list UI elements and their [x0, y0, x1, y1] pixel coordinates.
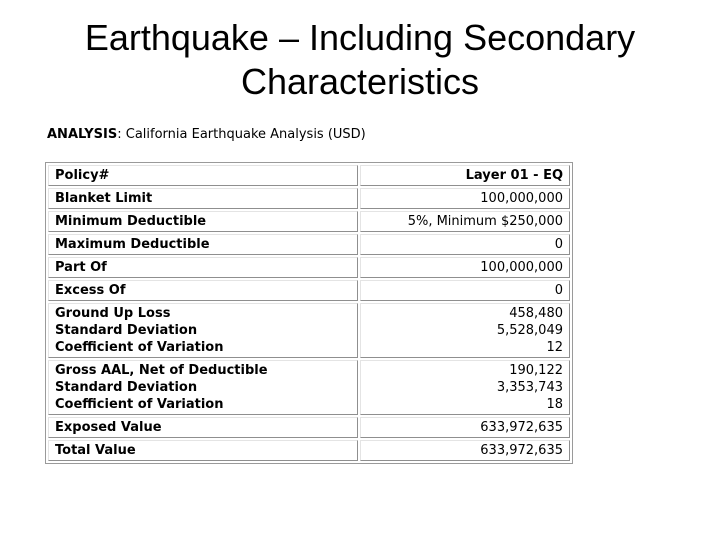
row-value-line: 5,528,049 [496, 323, 563, 338]
analysis-caption-text: : California Earthquake Analysis (USD) [117, 127, 366, 142]
table-row [48, 211, 570, 232]
table-row [48, 417, 570, 438]
analysis-caption [47, 126, 366, 143]
row-value-line: 18 [546, 397, 563, 412]
row-label [48, 360, 358, 415]
row-label-line: Ground Up Loss [55, 306, 171, 321]
table-row [48, 234, 570, 255]
row-value-line: 633,972,635 [480, 420, 563, 435]
analysis-table [45, 162, 573, 464]
row-value-line: 3,353,743 [496, 380, 563, 395]
row-label-line: Blanket Limit [55, 191, 153, 206]
row-label-line: Coefficient of Variation [55, 397, 224, 412]
table-row [48, 257, 570, 278]
analysis-table-body [48, 165, 570, 461]
table-row [48, 165, 570, 186]
row-label [48, 211, 358, 232]
row-label-line: Minimum Deductible [55, 214, 207, 229]
table-row [48, 303, 570, 358]
table-row [48, 360, 570, 415]
row-label [48, 417, 358, 438]
row-value [360, 165, 570, 186]
row-value-line: 0 [554, 237, 563, 252]
row-value [360, 303, 570, 358]
row-value [360, 211, 570, 232]
row-label-line: Part Of [55, 260, 107, 275]
row-value [360, 417, 570, 438]
row-label-line: Total Value [55, 443, 136, 458]
row-label-line: Exposed Value [55, 420, 162, 435]
row-label [48, 234, 358, 255]
row-value-line: 12 [546, 340, 563, 355]
row-label [48, 280, 358, 301]
row-label-line: Gross AAL, Net of Deductible [55, 363, 268, 378]
slide-title: Earthquake – Including Secondary Characteristics [84, 17, 636, 102]
row-value [360, 440, 570, 461]
row-value [360, 188, 570, 209]
row-value [360, 280, 570, 301]
row-label-line: Standard Deviation [55, 323, 198, 338]
row-value-line: 633,972,635 [480, 443, 563, 458]
row-label-line: Maximum Deductible [55, 237, 210, 252]
row-value-line: 100,000,000 [480, 191, 563, 206]
row-value-line: 0 [554, 283, 563, 298]
row-label [48, 440, 358, 461]
row-value [360, 360, 570, 415]
row-label-line: Policy# [55, 168, 110, 183]
row-label [48, 303, 358, 358]
row-label [48, 165, 358, 186]
analysis-caption-label: ANALYSIS [47, 127, 118, 142]
row-value-line: Layer 01 - EQ [465, 168, 563, 183]
row-value-line: 5%, Minimum $250,000 [407, 214, 563, 229]
row-label-line: Coefficient of Variation [55, 340, 224, 355]
row-label [48, 188, 358, 209]
row-label-line: Excess Of [55, 283, 126, 298]
row-value-line: 190,122 [509, 363, 563, 378]
row-value-line: 458,480 [509, 306, 563, 321]
row-value-line: 100,000,000 [480, 260, 563, 275]
row-value [360, 257, 570, 278]
table-row [48, 280, 570, 301]
row-label-line: Standard Deviation [55, 380, 198, 395]
row-label [48, 257, 358, 278]
table-row [48, 440, 570, 461]
table-row [48, 188, 570, 209]
row-value [360, 234, 570, 255]
